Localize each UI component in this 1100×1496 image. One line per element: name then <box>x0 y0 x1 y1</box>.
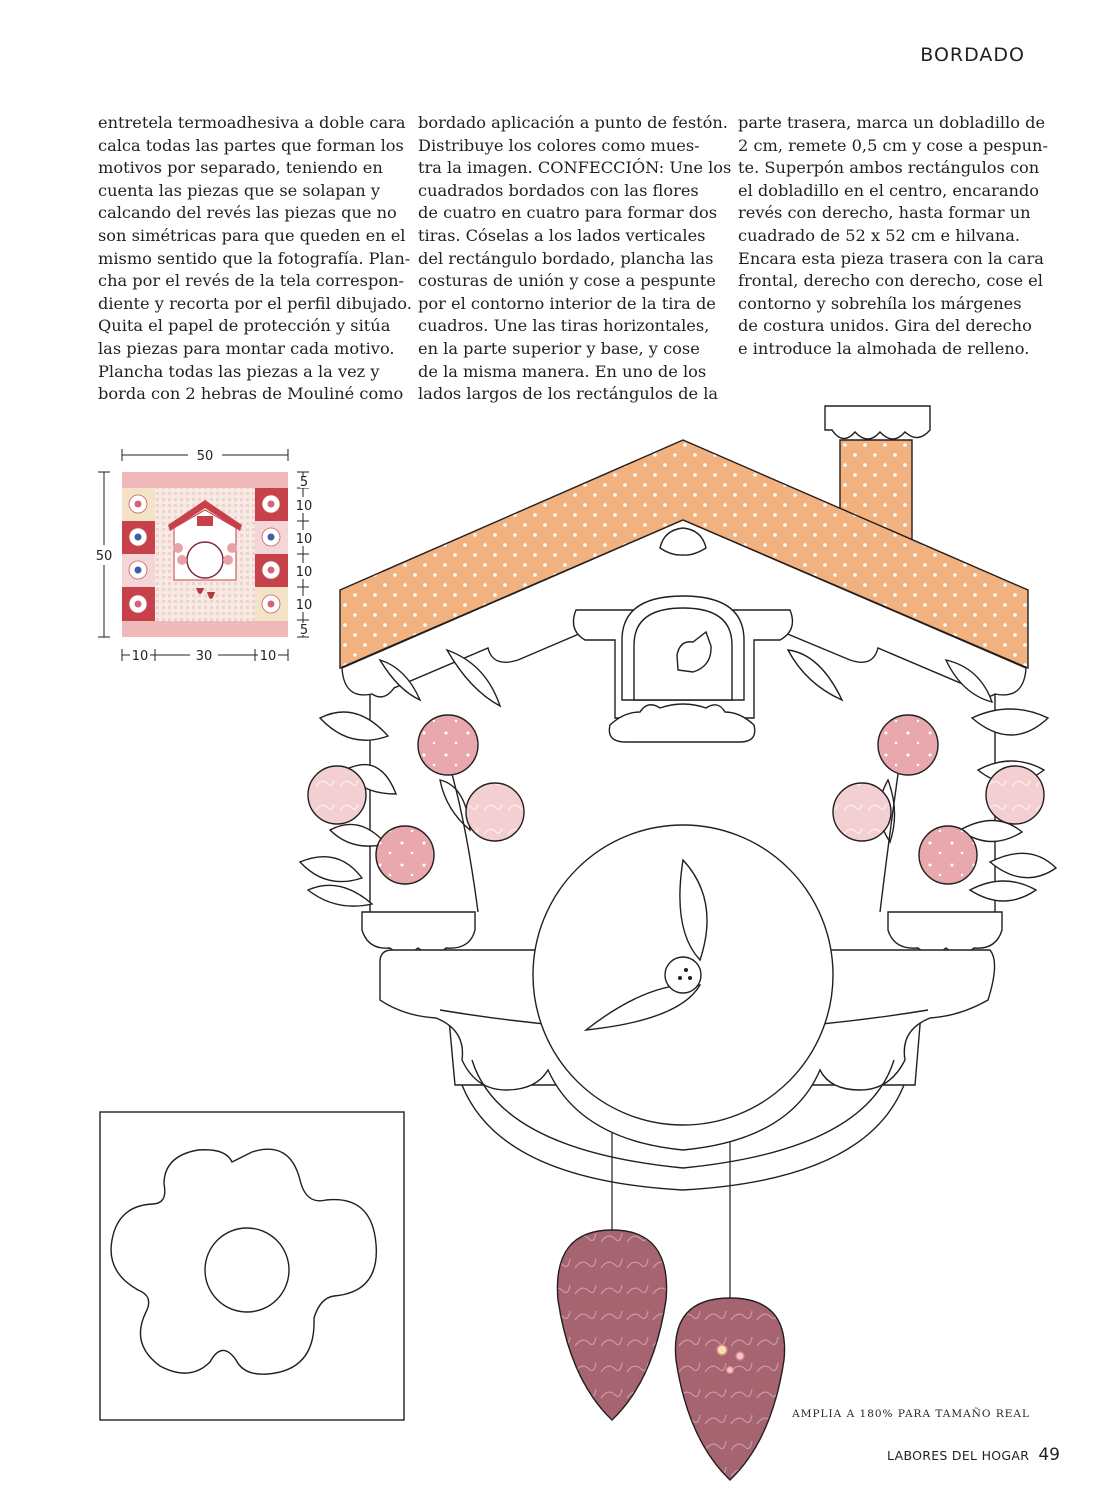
text-line: frontal, derecho con derecho, cose el <box>738 271 1043 291</box>
text-line: Distribuye los colores como mues- <box>418 135 700 155</box>
pendulum-left <box>557 1230 666 1420</box>
page-number: 49 <box>1038 1445 1060 1465</box>
pendulum-right <box>675 1298 784 1480</box>
text-line: el dobladillo en el centro, encarando <box>738 180 1040 200</box>
enlarge-note: AMPLIA A 180% PARA TAMAÑO REAL <box>792 1408 1030 1420</box>
dim-right: 5 <box>299 475 309 490</box>
text-line: parte trasera, marca un dobladillo de <box>738 113 1046 132</box>
text-line: de la misma manera. En uno de los <box>418 361 707 381</box>
text-line: mismo sentido que la fotografía. Plan- <box>98 248 411 268</box>
text-line: motivos por separado, teniendo en <box>98 158 383 178</box>
text-line: Quita el papel de protección y sitúa <box>98 316 391 336</box>
text-line: cuadrados bordados con las flores <box>418 180 699 200</box>
dim-bottom: 10 <box>259 649 277 664</box>
page-footer <box>880 1445 1060 1465</box>
text-line: tra la imagen. CONFECCIÓN: Une los <box>418 158 732 178</box>
text-line: calcando del revés las piezas que no <box>98 203 397 223</box>
text-line: del rectángulo bordado, plancha las <box>418 248 714 268</box>
text-line: Plancha todas las piezas a la vez y <box>98 361 380 381</box>
text-line: e introduce la almohada de relleno. <box>738 338 1030 358</box>
text-line: te. Superpón ambos rectángulos con <box>738 158 1040 178</box>
pot-right <box>888 912 1002 954</box>
dim-right: 10 <box>295 598 313 613</box>
text-line: 2 cm, remete 0,5 cm y cose a pespun- <box>738 135 1048 155</box>
cushion-thumbnail <box>122 472 288 637</box>
text-line: son simétricas para que queden en el <box>98 225 406 245</box>
text-line: entretela termoadhesiva a doble cara <box>98 113 406 132</box>
text-line: lados largos de los rectángulos de la <box>418 384 719 404</box>
cuckoo-clock-pattern <box>300 406 1056 1480</box>
text-line: diente y recorta por el perfil dibujado. <box>98 293 412 313</box>
dim-bottom: 30 <box>195 649 213 664</box>
pot-left <box>362 912 475 954</box>
dim-right: 5 <box>299 623 309 638</box>
text-line: en la parte superior y base, y cose <box>418 338 700 358</box>
text-line: contorno y sobrehíla los márgenes <box>738 293 1022 313</box>
dim-right: 10 <box>295 499 313 514</box>
dim-bottom: 10 <box>131 649 149 664</box>
flower-template <box>100 1112 404 1420</box>
text-line: cuadrado de 52 x 52 cm e hilvana. <box>738 225 1021 245</box>
text-line: costuras de unión y cose a pespunte <box>418 271 716 291</box>
text-line: calca todas las partes que forman los <box>98 135 404 155</box>
chimney-cap <box>825 406 930 439</box>
text-line: de cuatro en cuatro para formar dos <box>418 203 718 223</box>
magazine-name: LABORES DEL HOGAR <box>887 1448 1030 1463</box>
text-line: revés con derecho, hasta formar un <box>738 203 1031 223</box>
dim-right: 10 <box>295 532 313 547</box>
text-line: cuenta las piezas que se solapan y <box>98 180 380 200</box>
dim-left: 50 <box>95 549 113 564</box>
text-line: cuadros. Une las tiras horizontales, <box>418 316 710 336</box>
text-line: Encara esta pieza trasera con la cara <box>738 248 1044 268</box>
text-line: cha por el revés de la tela correspon- <box>98 271 404 291</box>
text-line: de costura unidos. Gira del derecho <box>738 316 1032 336</box>
section-title: BORDADO <box>920 44 1025 66</box>
text-line: tiras. Cóselas a los lados verticales <box>418 225 706 245</box>
text-line: bordado aplicación a punto de festón. <box>418 113 728 132</box>
text-line: por el contorno interior de la tira de <box>418 293 716 313</box>
text-line: las piezas para montar cada motivo. <box>98 338 395 358</box>
text-line: borda con 2 hebras de Mouliné como <box>98 384 404 404</box>
dim-right: 10 <box>295 565 313 580</box>
dim-top: 50 <box>196 449 214 464</box>
